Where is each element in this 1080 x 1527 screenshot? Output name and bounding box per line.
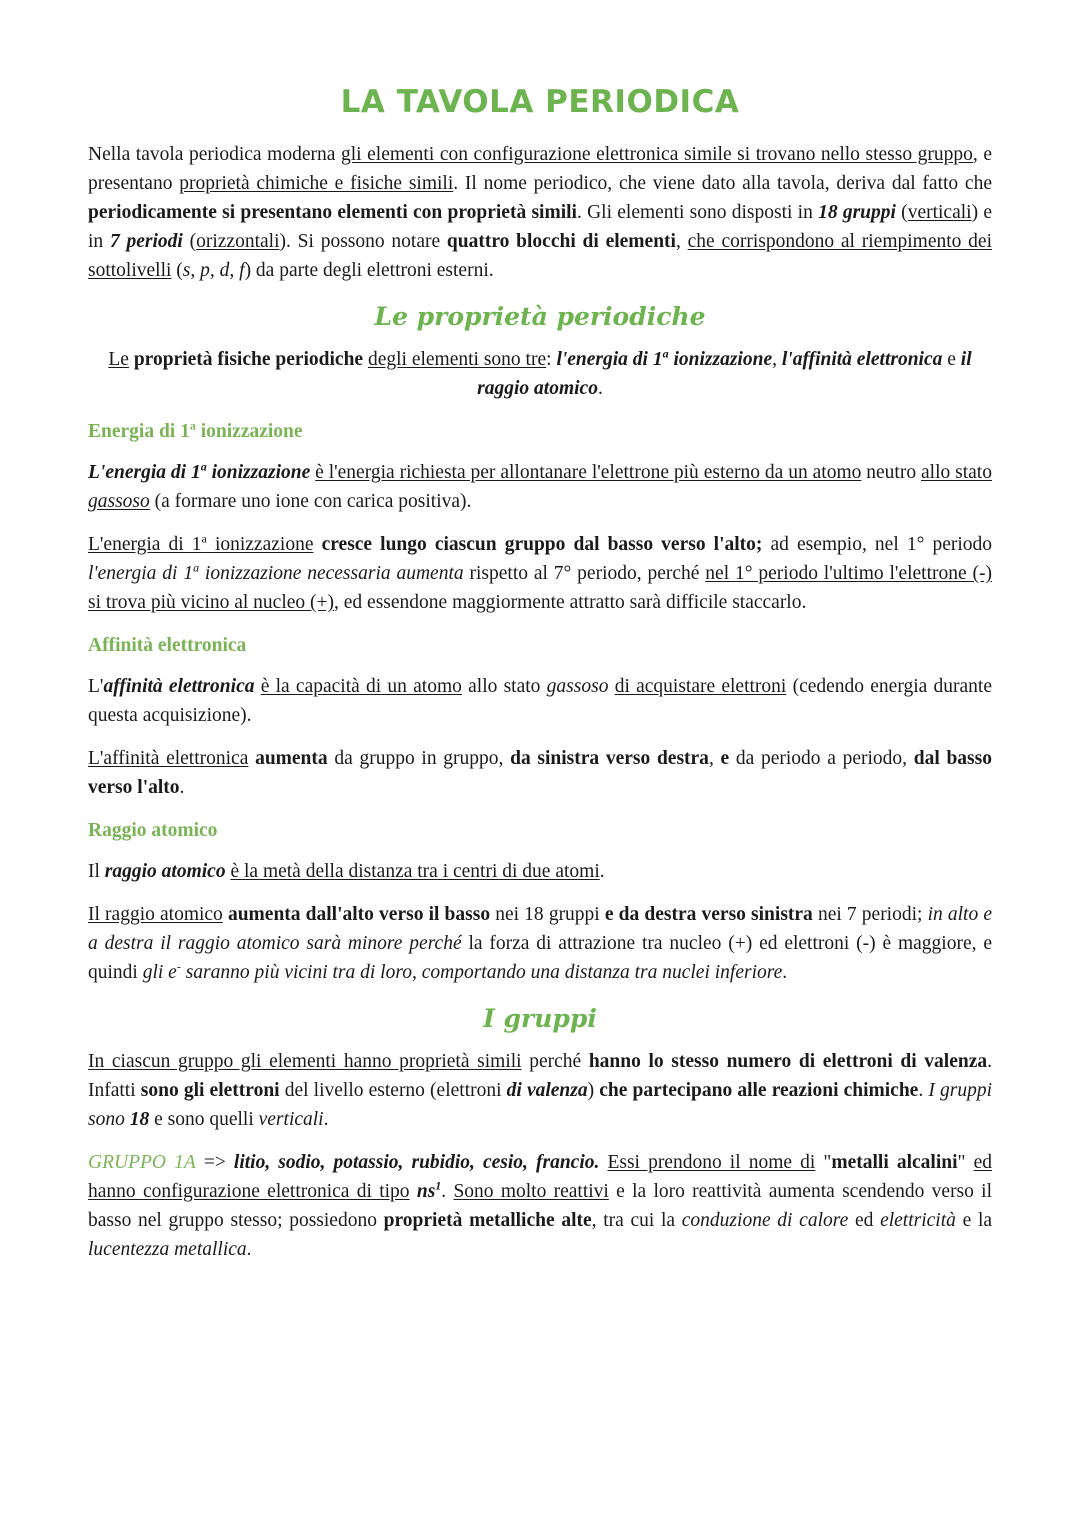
document-content <box>88 80 992 1278</box>
text: . <box>597 378 603 399</box>
text: lucentezza metallica <box>88 1239 247 1260</box>
text: , <box>708 748 721 769</box>
text: . <box>782 962 788 983</box>
text: . Infatti <box>88 1051 992 1101</box>
affinita-paragraph-2 <box>88 744 992 802</box>
page-title: LA TAVOLA PERIODICA <box>340 84 740 120</box>
text: , <box>675 231 688 252</box>
text: la forza di attrazione tra nucleo (+) ed elettroni (-) è maggiore, e quindi <box>88 933 992 983</box>
text: , <box>772 349 782 370</box>
text: L'affinità elettronica <box>88 748 249 769</box>
text: Il raggio atomico <box>88 904 223 925</box>
text: ionizzazione <box>668 349 773 370</box>
text: ) e in <box>88 202 992 252</box>
text: Essi prendono il nome di <box>607 1152 816 1173</box>
text: a <box>193 560 200 575</box>
energia-paragraph-2 <box>88 530 992 617</box>
text: nel 1° periodo l'ultimo l'elettrone (-) si trova più vicino al nucleo (+) <box>88 563 992 613</box>
text: gli e <box>142 962 177 983</box>
text: , ed essendone maggiormente attratto sarà difficile staccarlo. <box>334 592 807 613</box>
text: degli elementi sono tre <box>367 349 547 370</box>
gruppi-paragraph-2 <box>88 1148 992 1264</box>
text: l'affinità elettronica <box>781 349 943 370</box>
text: metalli alcalini <box>831 1152 958 1173</box>
text: cresce lungo ciascun gruppo dal basso verso l'alto; <box>321 534 763 555</box>
text: da sinistra verso destra <box>510 748 709 769</box>
gruppi-paragraph-1 <box>88 1047 992 1134</box>
text: il raggio atomico <box>477 349 972 399</box>
text: . <box>323 1109 329 1130</box>
text: perché <box>521 1051 589 1072</box>
text: saranno più vicini tra di loro, comportando una distanza tra nuclei inferiore <box>180 962 783 983</box>
text: l'energia di 1 <box>556 349 663 370</box>
text: verticali <box>907 202 972 223</box>
text: e <box>942 349 961 370</box>
text: Le <box>108 349 129 370</box>
text: litio, sodio, potassio, rubidio, cesio, francio. <box>233 1152 600 1173</box>
text: hanno lo stesso numero di elettroni di valenza <box>588 1051 988 1072</box>
text: ) <box>587 1080 600 1101</box>
properties-intro <box>88 345 992 403</box>
affinita-paragraph-1 <box>88 672 992 730</box>
text: di acquistare elettroni <box>614 676 787 697</box>
text: L'energia di 1 <box>88 534 202 555</box>
text: ( <box>895 202 908 223</box>
section-title-proprieta: Le proprietà periodiche <box>374 302 706 331</box>
text: - <box>176 959 181 974</box>
text: ionizzazione necessaria aumenta <box>199 563 464 584</box>
text: " <box>815 1152 832 1173</box>
text: Il <box>88 861 105 882</box>
text: orizzontali <box>196 231 280 252</box>
text: . Gli elementi sono disposti in <box>576 202 819 223</box>
text: e la loro reattività aumenta scendendo verso il basso nel gruppo stesso; possiedono <box>88 1181 993 1231</box>
text: nei 18 gruppi <box>490 904 605 925</box>
text: ionizzazione <box>206 462 311 483</box>
group-label: GRUPPO 1A <box>88 1152 196 1173</box>
text: aumenta <box>255 748 328 769</box>
text: proprietà metalliche alte <box>383 1210 592 1231</box>
text: che corrispondono al riempimento dei sottolivelli <box>88 231 992 281</box>
text: ionizzazione <box>206 534 314 555</box>
text: ( <box>171 260 183 281</box>
text: rispetto al 7° periodo, perché <box>463 563 706 584</box>
text: a <box>662 346 669 361</box>
text: 1 <box>435 1178 442 1193</box>
text: da gruppo in gruppo, <box>327 748 511 769</box>
text: . <box>246 1239 252 1260</box>
text: elettricità <box>880 1210 956 1231</box>
text: verticali <box>258 1109 324 1130</box>
text: del livello esterno (elettroni <box>279 1080 507 1101</box>
text: " <box>957 1152 974 1173</box>
text: , tra cui la <box>591 1210 682 1231</box>
intro-paragraph <box>88 140 992 285</box>
text: a <box>200 459 207 474</box>
text: proprietà chimiche e fisiche simili <box>179 173 454 194</box>
subheading-affinita: Affinità elettronica <box>88 635 247 656</box>
text: proprietà fisiche periodiche <box>133 349 364 370</box>
text: gli elementi con configurazione elettronica simile si trovano nello stesso gruppo <box>340 144 973 165</box>
text: aumenta dall'alto verso il basso <box>227 904 491 925</box>
text: è l'energia richiesta per allontanare l'elettrone più esterno da un atomo <box>315 462 862 483</box>
text: quattro blocchi di elementi <box>446 231 676 252</box>
text: ed hanno configurazione elettronica di tipo <box>88 1152 992 1202</box>
text: . <box>179 777 185 798</box>
text: allo stato <box>461 676 547 697</box>
text: . Il nome periodico, che viene dato alla tavola, deriva dal fatto che <box>453 173 992 194</box>
text: da periodo a periodo, <box>729 748 914 769</box>
text: ( <box>182 231 197 252</box>
text: raggio atomico <box>104 861 226 882</box>
text: a <box>201 531 207 546</box>
text: allo stato <box>921 462 992 483</box>
text: In ciascun gruppo gli elementi hanno proprietà simili <box>88 1051 522 1072</box>
text: neutro <box>861 462 921 483</box>
text: : <box>546 349 557 370</box>
text: è la metà della distanza tra i centri di due atomi <box>230 861 600 882</box>
text: . <box>599 861 605 882</box>
text: => <box>195 1152 234 1173</box>
energia-paragraph-1 <box>88 458 992 516</box>
text: Energia di 1 <box>88 421 190 442</box>
text: (a formare uno ione con carica positiva). <box>149 491 472 512</box>
text: di valenza <box>506 1080 588 1101</box>
text: ed <box>848 1210 881 1231</box>
text: a <box>189 418 196 433</box>
text: Nella tavola periodica moderna <box>88 144 341 165</box>
section-title-gruppi: I gruppi <box>483 1004 597 1033</box>
text: I gruppi sono <box>88 1080 992 1130</box>
text: ns <box>416 1181 436 1202</box>
text: che partecipano alle reazioni chimiche <box>599 1080 919 1101</box>
text: dal basso verso l'alto <box>88 748 992 798</box>
text: è la capacità di un atomo <box>260 676 462 697</box>
text: e da destra verso sinistra <box>604 904 813 925</box>
text: L'energia di 1 <box>88 462 201 483</box>
text: periodicamente si presentano elementi con proprietà simili <box>88 202 577 223</box>
text: ad esempio, nel 1° periodo <box>762 534 993 555</box>
text <box>410 1181 417 1202</box>
text: l'energia di 1 <box>88 563 194 584</box>
text: e <box>720 748 730 769</box>
text: in alto e a destra il raggio atomico sarà minore perché <box>88 904 993 954</box>
raggio-paragraph-1 <box>88 857 992 886</box>
text: ) da parte degli elettroni esterni. <box>244 260 494 281</box>
text <box>313 534 321 555</box>
text: Sono molto reattivi <box>453 1181 609 1202</box>
subheading-energia <box>88 417 992 446</box>
text: ionizzazione <box>195 421 303 442</box>
text: sono gli elettroni <box>140 1080 280 1101</box>
text: s, p, d, f <box>182 260 245 281</box>
text: , e presentano <box>88 144 992 194</box>
text: conduzione di calore <box>681 1210 849 1231</box>
text: e la <box>955 1210 993 1231</box>
text: L' <box>88 676 104 697</box>
text: 7 periodi <box>109 231 183 252</box>
text: . <box>441 1181 454 1202</box>
subheading-raggio: Raggio atomico <box>88 820 218 841</box>
raggio-paragraph-2 <box>88 900 992 987</box>
text: nei 7 periodi; <box>812 904 928 925</box>
text: gassoso <box>88 491 150 512</box>
text: 18 gruppi <box>818 202 896 223</box>
text: gassoso <box>546 676 609 697</box>
text: ). Si possono notare <box>279 231 447 252</box>
text: e sono quelli <box>149 1109 259 1130</box>
text: . <box>918 1080 929 1101</box>
text: (cedendo energia durante questa acquisizione). <box>88 676 992 726</box>
text: 18 <box>129 1109 150 1130</box>
text: affinità elettronica <box>103 676 255 697</box>
